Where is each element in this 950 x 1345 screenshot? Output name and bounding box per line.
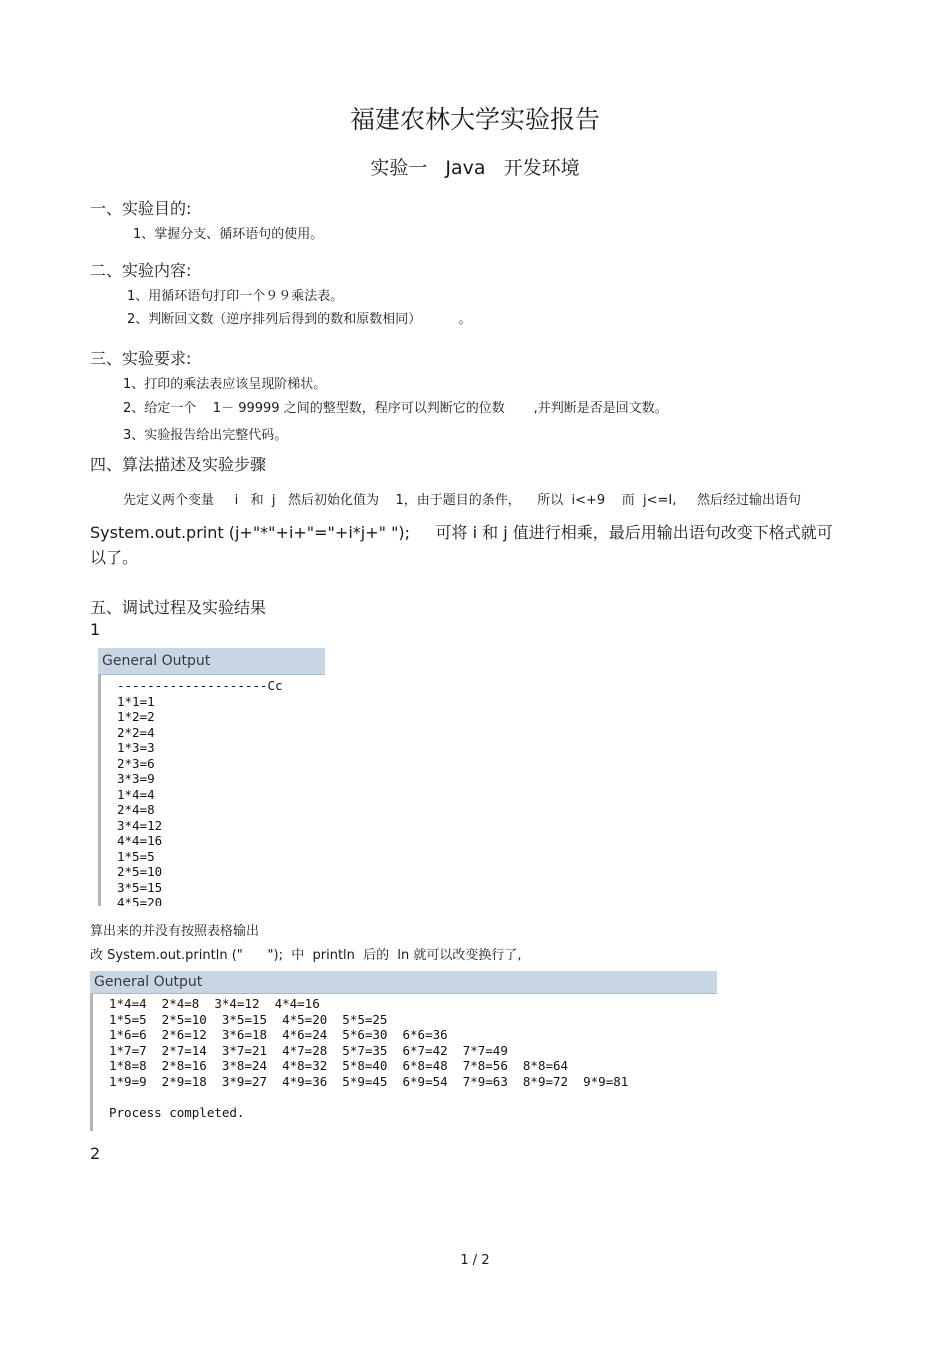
output-line: 1*1=1 (117, 693, 155, 709)
section-3-item: 1、打印的乘法表应该呈现阶梯状。 (123, 377, 327, 392)
section-1-item: 1、掌握分支、循环语句的使用。 (133, 227, 324, 242)
section-2-item: 2、判断回文数（逆序排列后得到的数和原数相同） 。 (127, 312, 472, 327)
output-panel-body (90, 994, 717, 1131)
section-5-heading: 五、调试过程及实验结果 (90, 598, 267, 617)
output-line: 3*5=15 (117, 879, 163, 895)
section-4-paragraph: System.out.print (j+"*"+i+"="+i*j+" "); 可将 i 和 j 值进行相乘，最后用输出语句改变下格式就可 (90, 523, 833, 542)
result-label-2: 2 (90, 1144, 101, 1163)
output-panel-header: General Output (98, 648, 325, 675)
output-line: 3*4=12 (117, 817, 163, 833)
caption-1: 算出来的并没有按照表格输出 (90, 924, 260, 939)
section-1-heading: 一、实验目的: (90, 199, 192, 218)
output-line: 2*3=6 (117, 755, 155, 771)
report-title: 福建农林大学实验报告 (349, 105, 600, 134)
section-4-paragraph: 先定义两个变量 i 和 j 然后初始化值为 1，由于题目的条件， 所以 i<+9 而 j<=I, 然后经过输出语句 (123, 493, 802, 508)
output-line: 1*5=5 2*5=10 3*5=15 4*5=20 5*5=25 (109, 1011, 388, 1027)
output-line: 1*6=6 2*6=12 3*6=18 4*6=24 5*6=30 6*6=36 (109, 1027, 448, 1042)
output-line: 1*4=4 (117, 786, 155, 802)
output-line: 3*3=9 (117, 771, 155, 786)
output-line: 1*3=3 (117, 740, 155, 755)
output-line: 2*5=10 (117, 864, 163, 879)
page-number: 1 / 2 (460, 1253, 490, 1268)
section-2-heading: 二、实验内容: (90, 261, 192, 280)
output-line: 2*4=8 (117, 802, 155, 817)
output-line (109, 1089, 717, 1105)
output-panel-header: General Output (90, 971, 717, 994)
output-line: Process completed. (109, 1104, 245, 1120)
section-3-item: 2、给定一个 1－ 99999 之间的整型数，程序可以判断它的位数 ,并判断是否是回文数。 (123, 401, 668, 416)
output-screenshot-2 (90, 971, 717, 1131)
section-3-item: 3、实验报告给出完整代码。 (123, 428, 288, 443)
output-line: 4*5=20 (117, 895, 163, 906)
output-line: 1*4=4 2*4=8 3*4=12 4*4=16 (109, 996, 320, 1011)
output-line: 2*2=4 (117, 724, 155, 740)
output-line: 1*8=8 2*8=16 3*8=24 4*8=32 5*8=40 6*8=48 7*8=56 8*8=64 (109, 1058, 569, 1073)
experiment-subtitle: 实验一 Java 开发环境 (370, 157, 580, 179)
result-label-1: 1 (90, 620, 101, 639)
output-line: 1*7=7 2*7=14 3*7=21 4*7=28 5*7=35 6*7=42 7*7=49 (109, 1042, 508, 1058)
caption-2: 改 System.out.println (" "); 中 println 后的 ln 就可以改变换行了, (90, 948, 522, 963)
section-4-heading: 四、算法描述及实验步骤 (90, 455, 267, 474)
output-line: --------------------Cc (117, 678, 283, 693)
section-4-paragraph: 以了。 (90, 548, 139, 567)
output-line: 4*4=16 (117, 833, 163, 848)
section-3-heading: 三、实验要求: (90, 349, 192, 368)
output-line: 1*9=9 2*9=18 3*9=27 4*9=36 5*9=45 6*9=54 7*9=63 8*9=72 9*9=81 (109, 1073, 629, 1089)
output-line: 1*2=2 (117, 709, 155, 724)
output-screenshot-1 (98, 648, 325, 906)
output-panel-body (98, 675, 325, 906)
section-2-item: 1、用循环语句打印一个９９乘法表。 (127, 289, 344, 304)
output-line: 1*5=5 (117, 848, 155, 864)
